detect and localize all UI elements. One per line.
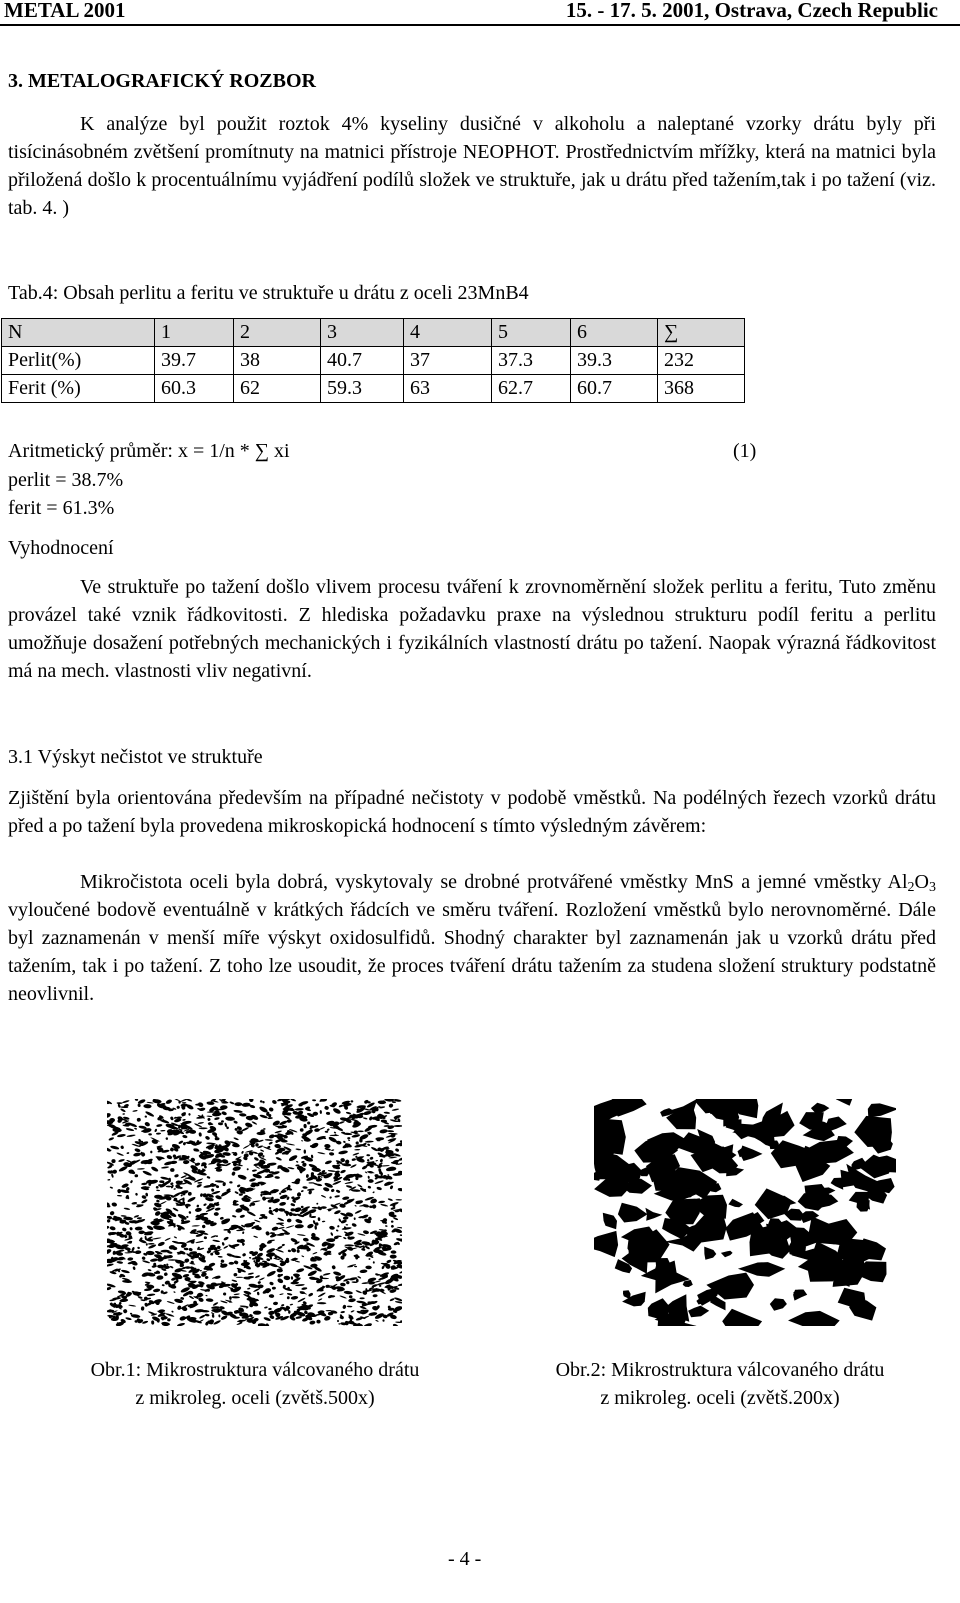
- table-cell: 39.3: [571, 347, 658, 375]
- subscript: 3: [929, 880, 936, 895]
- table-header-cell: 2: [234, 319, 321, 347]
- table-cell: 60.3: [155, 375, 234, 403]
- micrograph-coarse-structure: [594, 1099, 896, 1326]
- table-header-cell: 5: [492, 319, 571, 347]
- table-cell: Perlit(%): [2, 347, 155, 375]
- text-fragment: vyloučené bodově eventuálně v krátkých řádcích ve směru tváření. Rozložení vměstků bylo nerovnoměrné. Dále byl zaznamenán v menší míře výskyt oxidosulfidů. Shodný charakter byl zaznamenán jak u vzorků drátu před tažením, tak i po tažení. Z toho lze usoudit, že proces tváření drátu tažením za studena složení struktury podstatně neovlivnil.: [8, 899, 936, 1005]
- table-cell: 60.7: [571, 375, 658, 403]
- figure-2-caption-line1: Obr.2: Mikrostruktura válcovaného drátu: [555, 1359, 885, 1381]
- subsection-text-1: Zjištění byla orientována především na případné nečistoty v podobě vměstků. Na podélných řezech vzorků drátu před a po tažení byla provedena mikroskopická hodnocení s tímto výsledným závěrem:: [8, 787, 936, 837]
- table-cell: Ferit (%): [2, 375, 155, 403]
- table-cell: 63: [404, 375, 492, 403]
- table-caption: Tab.4: Obsah perlitu a feritu ve struktuře u drátu z oceli 23MnB4: [8, 282, 529, 304]
- table-cell: 38: [234, 347, 321, 375]
- figure-1-caption-line2: z mikroleg. oceli (zvětš.500x): [135, 1387, 375, 1409]
- evaluation-text: Ve struktuře po tažení došlo vlivem procesu tváření k zrovnoměrnění složek perlitu a feritu, Tuto změnu provázel také vznik řádkovitosti. Z hlediska požadavku praxe na výslednou strukturu podíl feritu a perlitu umožňuje dosažení potřebných mechanických i fyzikálních vlastností drátu po tažení. Naopak výrazná řádkovitost má na mech. vlastnosti vliv negativní.: [8, 576, 936, 682]
- figure-2-caption: [505, 1356, 935, 1412]
- section-title: 3. METALOGRAFICKÝ ROZBOR: [8, 70, 316, 92]
- table-cell: 62: [234, 375, 321, 403]
- subscript: 2: [907, 880, 915, 895]
- table-row: [2, 347, 745, 375]
- header-conference: METAL 2001: [4, 0, 126, 22]
- subsection-paragraph-2: [8, 868, 936, 1008]
- figure-1-caption: [40, 1356, 470, 1412]
- table-cell: 37.3: [492, 347, 571, 375]
- result-ferit: ferit = 61.3%: [8, 497, 115, 519]
- table-header-cell: 1: [155, 319, 234, 347]
- text-fragment: O: [914, 871, 929, 893]
- text-fragment: Mikročistota oceli byla dobrá, vyskytovaly se drobné protvářené vměstky MnS a jemné vměstky Al: [80, 871, 908, 893]
- micrograph-figure-1: [107, 1099, 402, 1326]
- micrograph-fine-structure: [107, 1099, 402, 1326]
- subsection-title: 3.1 Výskyt nečistot ve struktuře: [8, 746, 263, 768]
- page-number: - 4 -: [448, 1548, 482, 1570]
- header-date-location: 15. - 17. 5. 2001, Ostrava, Czech Republic: [565, 0, 938, 22]
- table-header-row: [2, 319, 745, 347]
- formula-text: Aritmetický průměr: x = 1/n * ∑ xi: [8, 440, 290, 462]
- intro-text: K analýze byl použit roztok 4% kyseliny dusičné v alkoholu a naleptané vzorky drátu byly při tisícinásobném zvětšení promítnuty na matnici přístroje NEOPHOT. Prostřednictvím mřížky, která na matnici byla přiložená došlo k procentuálnímu vyjádření podílů složek ve struktuře, jak u drátu před tažením,tak i po tažení (viz. tab. 4. ): [8, 113, 936, 219]
- evaluation-title: Vyhodnocení: [8, 537, 114, 559]
- table-header-cell: ∑: [658, 319, 745, 347]
- subsection-text-2: [8, 868, 936, 1008]
- data-table: [1, 318, 745, 403]
- table-cell: 59.3: [321, 375, 404, 403]
- subsection-paragraph-1: [8, 784, 936, 840]
- table-header-cell: N: [2, 319, 155, 347]
- figure-1-caption-line1: Obr.1: Mikrostruktura válcovaného drátu: [90, 1359, 420, 1381]
- figure-2-caption-line2: z mikroleg. oceli (zvětš.200x): [600, 1387, 840, 1409]
- table-cell: 62.7: [492, 375, 571, 403]
- evaluation-paragraph: [8, 573, 936, 685]
- result-perlit: perlit = 38.7%: [8, 469, 124, 491]
- table-cell: 37: [404, 347, 492, 375]
- table-cell: 40.7: [321, 347, 404, 375]
- table-cell: 39.7: [155, 347, 234, 375]
- table-header-cell: 4: [404, 319, 492, 347]
- micrograph-figure-2: [594, 1099, 896, 1326]
- table-header-cell: 6: [571, 319, 658, 347]
- table-row: [2, 375, 745, 403]
- intro-paragraph: [8, 110, 936, 222]
- table-cell: 368: [658, 375, 745, 403]
- table-cell: 232: [658, 347, 745, 375]
- formula-number: (1): [733, 440, 757, 462]
- table-header-cell: 3: [321, 319, 404, 347]
- page-header: [0, 0, 960, 26]
